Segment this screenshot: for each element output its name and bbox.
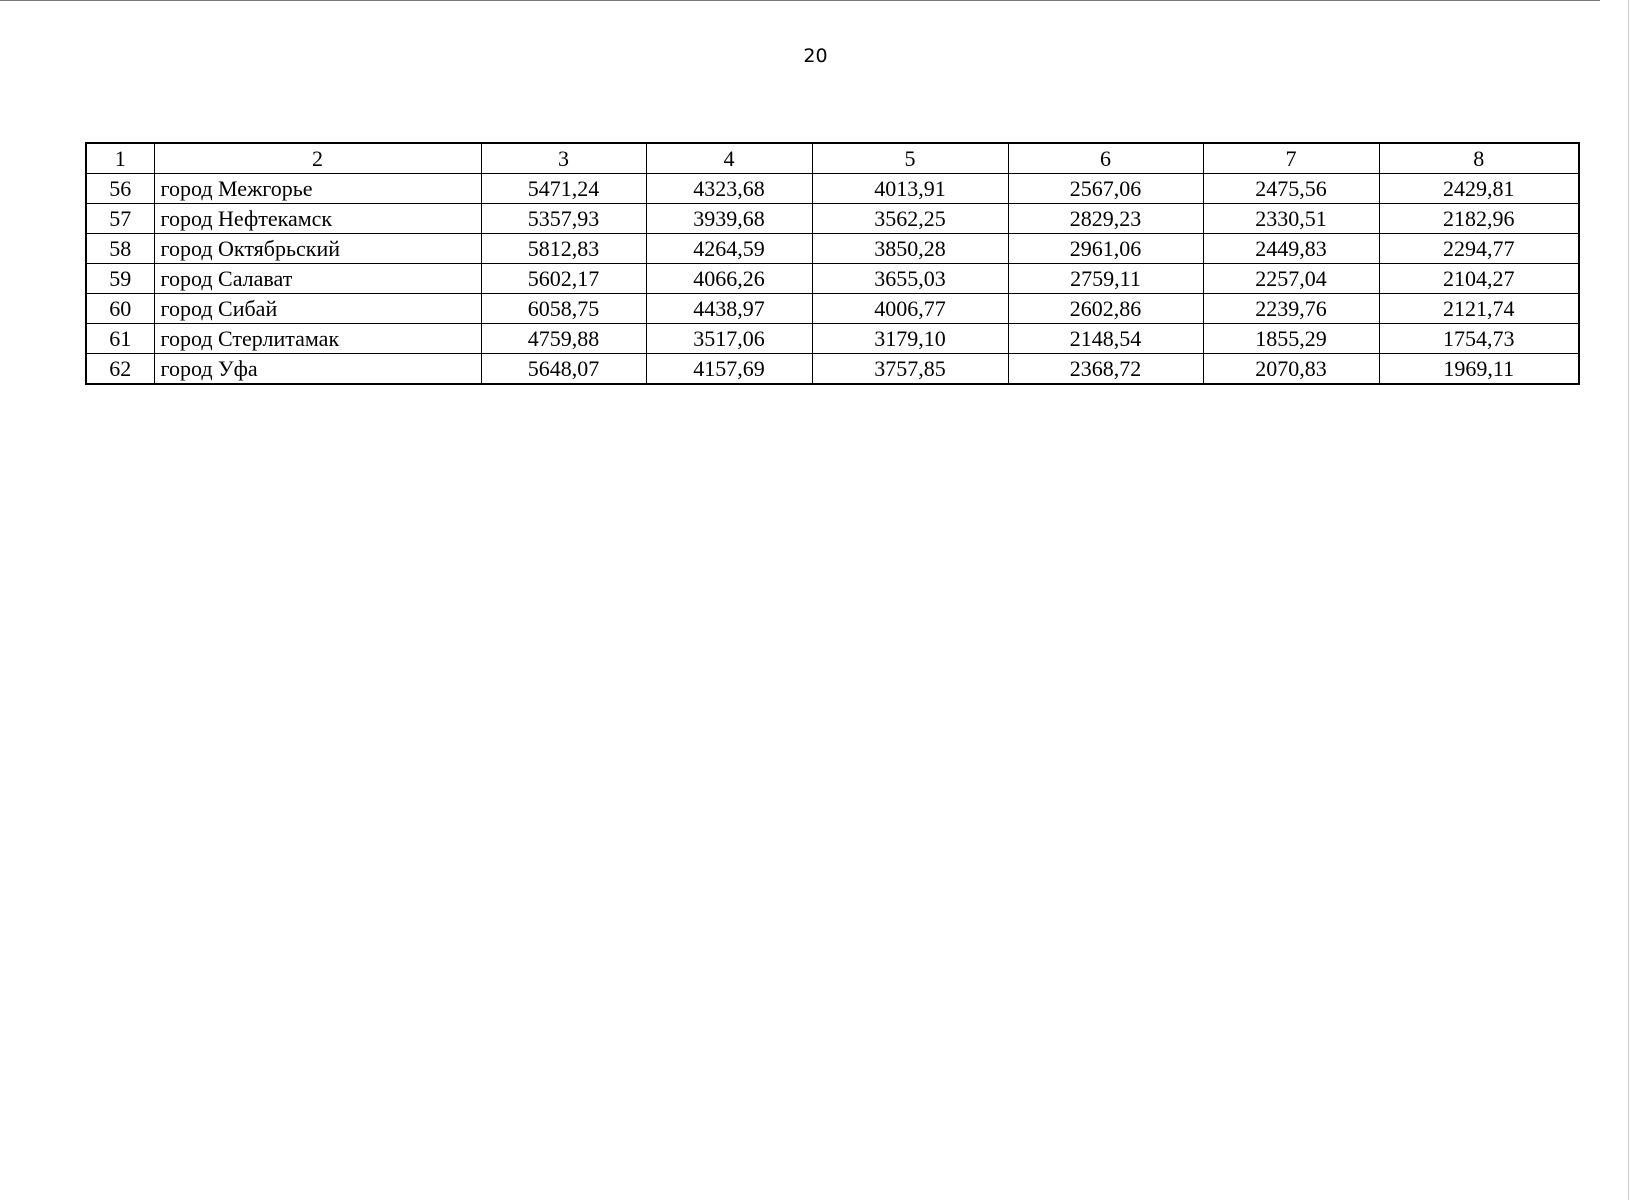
header-cell: 8: [1379, 143, 1579, 174]
row-number-cell: 60: [86, 294, 154, 324]
table-row: [86, 264, 1579, 294]
value-cell: 2449,83: [1203, 234, 1379, 264]
value-cell: 2961,06: [1008, 234, 1203, 264]
value-cell: 3939,68: [646, 204, 812, 234]
table-row: [86, 174, 1579, 204]
page-top-rule: [0, 0, 1600, 1]
header-cell: 3: [481, 143, 646, 174]
header-cell: 7: [1203, 143, 1379, 174]
value-cell: 2121,74: [1379, 294, 1579, 324]
value-cell: 2829,23: [1008, 204, 1203, 234]
value-cell: 4006,77: [812, 294, 1008, 324]
value-cell: 2429,81: [1379, 174, 1579, 204]
value-cell: 2330,51: [1203, 204, 1379, 234]
table-row: [86, 324, 1579, 354]
table-row: [86, 294, 1579, 324]
value-cell: 2759,11: [1008, 264, 1203, 294]
data-table: [85, 142, 1580, 385]
value-cell: 4759,88: [481, 324, 646, 354]
page-number: 20: [803, 45, 828, 67]
value-cell: 6058,75: [481, 294, 646, 324]
value-cell: 3850,28: [812, 234, 1008, 264]
value-cell: 2070,83: [1203, 354, 1379, 385]
header-cell: 6: [1008, 143, 1203, 174]
row-number-cell: 57: [86, 204, 154, 234]
header-cell: 5: [812, 143, 1008, 174]
value-cell: 4066,26: [646, 264, 812, 294]
value-cell: 1855,29: [1203, 324, 1379, 354]
municipality-name-cell: город Стерлитамак: [154, 324, 481, 354]
value-cell: 5471,24: [481, 174, 646, 204]
municipality-name-cell: город Межгорье: [154, 174, 481, 204]
row-number-cell: 56: [86, 174, 154, 204]
value-cell: 2567,06: [1008, 174, 1203, 204]
row-number-cell: 61: [86, 324, 154, 354]
value-cell: 4438,97: [646, 294, 812, 324]
value-cell: 1969,11: [1379, 354, 1579, 385]
row-number-cell: 58: [86, 234, 154, 264]
municipality-name-cell: город Сибай: [154, 294, 481, 324]
municipality-name-cell: город Салават: [154, 264, 481, 294]
value-cell: 5812,83: [481, 234, 646, 264]
municipality-name-cell: город Нефтекамск: [154, 204, 481, 234]
value-cell: 4323,68: [646, 174, 812, 204]
value-cell: 4013,91: [812, 174, 1008, 204]
header-cell: 1: [86, 143, 154, 174]
value-cell: 3655,03: [812, 264, 1008, 294]
table-row: [86, 204, 1579, 234]
value-cell: 2148,54: [1008, 324, 1203, 354]
value-cell: 2104,27: [1379, 264, 1579, 294]
value-cell: 2294,77: [1379, 234, 1579, 264]
value-cell: 2602,86: [1008, 294, 1203, 324]
value-cell: 2475,56: [1203, 174, 1379, 204]
value-cell: 5648,07: [481, 354, 646, 385]
value-cell: 4157,69: [646, 354, 812, 385]
value-cell: 4264,59: [646, 234, 812, 264]
row-number-cell: 62: [86, 354, 154, 385]
municipality-name-cell: город Уфа: [154, 354, 481, 385]
table-header-row: [86, 143, 1579, 174]
value-cell: 2368,72: [1008, 354, 1203, 385]
value-cell: 3179,10: [812, 324, 1008, 354]
page-right-edge: [1628, 0, 1629, 1200]
row-number-cell: 59: [86, 264, 154, 294]
value-cell: 3517,06: [646, 324, 812, 354]
table-row: [86, 354, 1579, 385]
value-cell: 3562,25: [812, 204, 1008, 234]
table-row: [86, 234, 1579, 264]
value-cell: 3757,85: [812, 354, 1008, 385]
value-cell: 1754,73: [1379, 324, 1579, 354]
header-cell: 2: [154, 143, 481, 174]
value-cell: 2182,96: [1379, 204, 1579, 234]
header-cell: 4: [646, 143, 812, 174]
value-cell: 5357,93: [481, 204, 646, 234]
value-cell: 2239,76: [1203, 294, 1379, 324]
value-cell: 5602,17: [481, 264, 646, 294]
value-cell: 2257,04: [1203, 264, 1379, 294]
municipality-name-cell: город Октябрьский: [154, 234, 481, 264]
